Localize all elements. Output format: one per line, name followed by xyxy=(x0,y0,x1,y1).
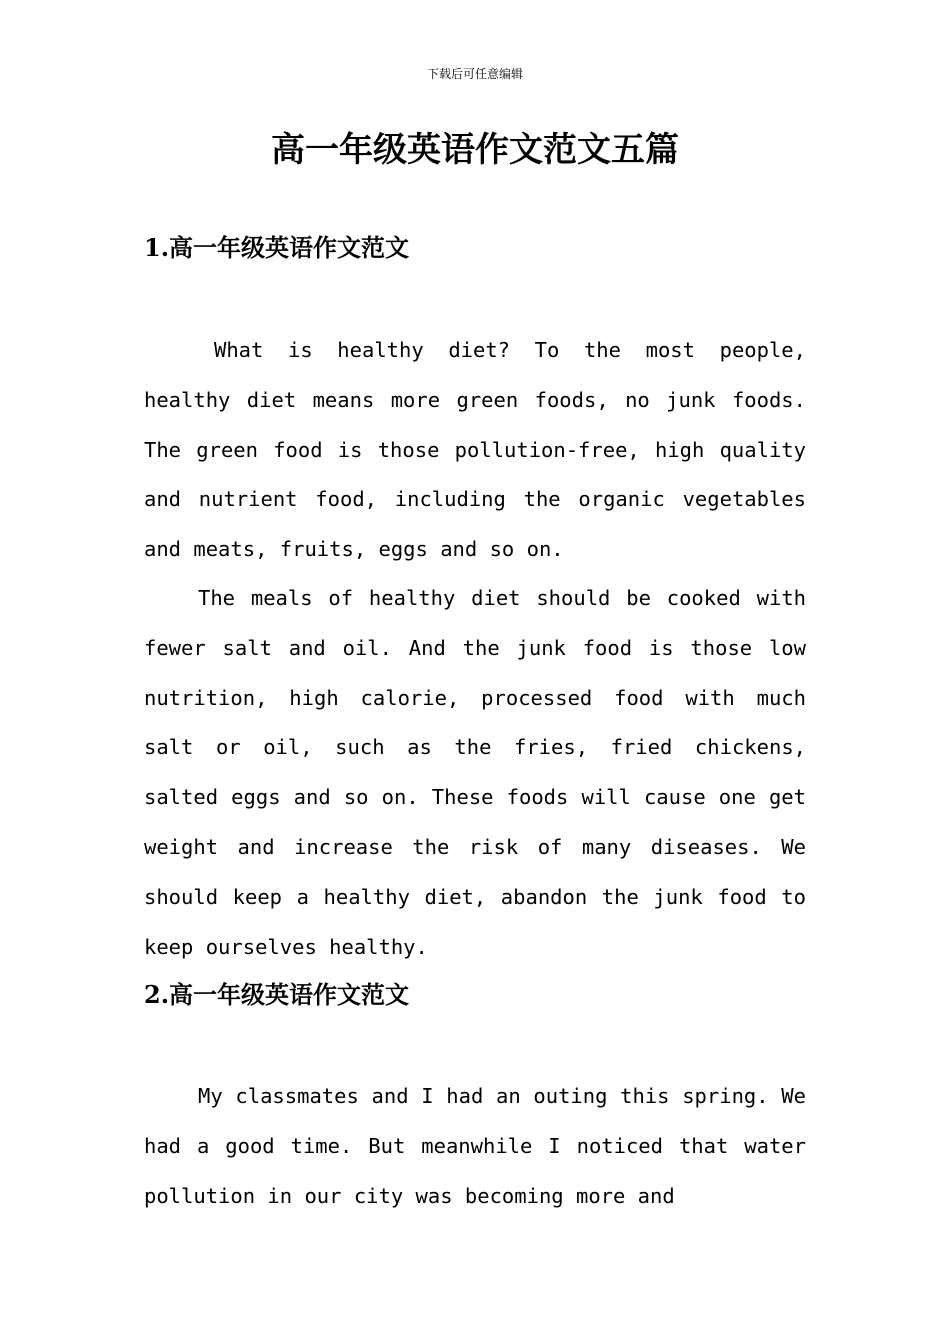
section-heading-1: 1.高一年级英语作文范文 xyxy=(144,233,410,262)
section-heading-2: 2.高一年级英语作文范文 xyxy=(144,980,410,1009)
header-note: 下载后可任意编辑 xyxy=(426,67,523,81)
paragraph-1-1: What is healthy diet? To the most people, healthy diet means more green foods, no junk foods. The green food is those pollution-free, high quality and nutrient food, including the organic vegetables and meats, fruits, eggs and so on. xyxy=(144,338,806,562)
paragraph-1-2: The meals of healthy diet should be cooked with fewer salt and oil. And the junk food is those low nutrition, high calorie, processed food with much salt or oil, such as the fries, fried chickens, salted eggs and so on. These foods will cause one get weight and increase the risk of many diseases. We should keep a healthy diet, abandon the junk food to keep ourselves healthy. xyxy=(144,586,806,959)
paragraph-2-1: My classmates and I had an outing this spring. We had a good time. But meanwhile I noticed that water pollution in our city was becoming more and xyxy=(144,1084,806,1208)
document-title: 高一年级英语作文范文五篇 xyxy=(271,130,679,170)
